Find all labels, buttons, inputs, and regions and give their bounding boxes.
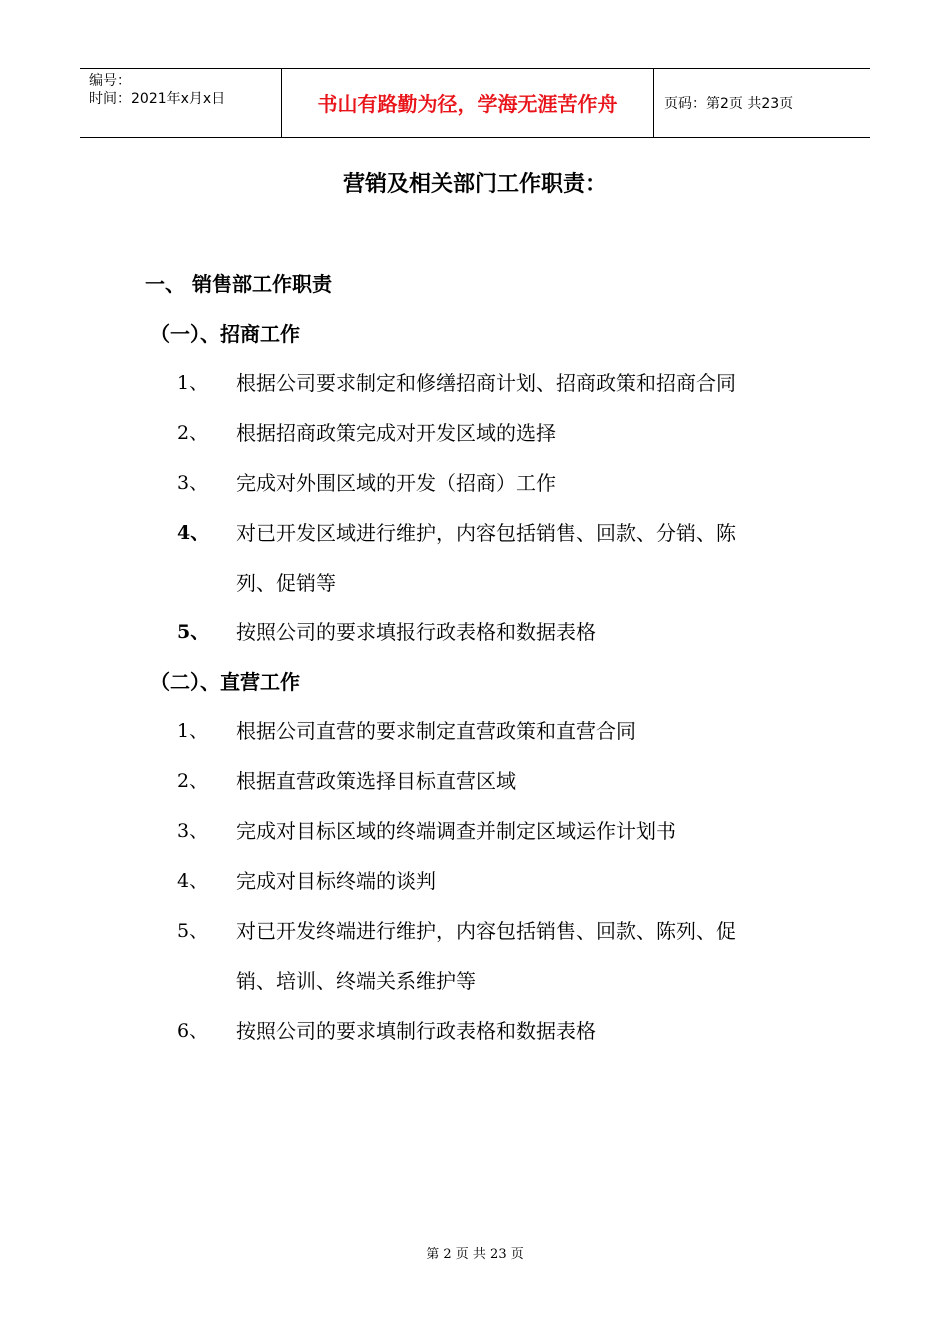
header-meta-cell	[80, 69, 282, 137]
list-item	[0, 617, 950, 647]
item-text: 按照公司的要求填报行政表格和数据表格	[236, 620, 596, 644]
item-number: 1、	[177, 372, 209, 394]
number-label: 编号：	[89, 73, 131, 89]
list-item-continuation	[0, 966, 950, 996]
item-text: 对已开发区域进行维护，内容包括销售、回款、分销、陈	[236, 521, 736, 545]
list-item	[0, 716, 950, 746]
item-number: 5、	[177, 621, 210, 643]
item-number: 6、	[177, 1020, 209, 1042]
item-text: 完成对目标终端的谈判	[236, 869, 436, 893]
list-item	[0, 468, 950, 498]
item-text: 按照公司的要求填制行政表格和数据表格	[236, 1019, 596, 1043]
item-number: 2、	[177, 422, 209, 444]
item-text: 根据直营政策选择目标直营区域	[236, 769, 516, 793]
list-item	[0, 766, 950, 796]
list-item-continuation	[0, 568, 950, 598]
subsection-heading-direct: （二）、直营工作	[150, 670, 300, 694]
item-text: 完成对外围区域的开发（招商）工作	[236, 471, 556, 495]
item-text: 根据公司要求制定和修缮招商计划、招商政策和招商合同	[236, 371, 736, 395]
item-number: 5、	[177, 920, 209, 942]
header-page-cell	[654, 69, 870, 137]
page-title: 营销及相关部门工作职责：	[342, 172, 607, 197]
item-number: 3、	[177, 472, 209, 494]
subsection-heading-investment: （一）、招商工作	[150, 322, 300, 346]
item-text: 对已开发终端进行维护，内容包括销售、回款、陈列、促	[236, 919, 736, 943]
time-label: 时间：2021年x月x日	[89, 91, 226, 107]
item-number: 1、	[177, 720, 209, 742]
item-number: 3、	[177, 820, 209, 842]
header-table	[80, 68, 870, 138]
list-item	[0, 916, 950, 946]
item-text: 完成对目标区域的终端调查并制定区域运作计划书	[236, 819, 676, 843]
item-text: 根据公司直营的要求制定直营政策和直营合同	[236, 719, 636, 743]
list-item	[0, 1016, 950, 1046]
list-item	[0, 518, 950, 548]
item-number: 4、	[177, 522, 210, 544]
page-info: 页码：第2页 共23页	[664, 96, 794, 112]
page-footer: 第 2 页 共 23 页	[426, 1247, 524, 1262]
list-item	[0, 418, 950, 448]
list-item	[0, 866, 950, 896]
item-text: 根据招商政策完成对开发区域的选择	[236, 421, 556, 445]
item-number: 2、	[177, 770, 209, 792]
item-text-continued: 销、培训、终端关系维护等	[236, 969, 476, 993]
header-motto-cell	[282, 69, 654, 137]
list-item	[0, 368, 950, 398]
item-number: 4、	[177, 870, 209, 892]
motto: 书山有路勤为径，学海无涯苦作舟	[317, 92, 618, 116]
list-item	[0, 816, 950, 846]
section-heading-sales: 一、 销售部工作职责	[145, 272, 332, 296]
item-text-continued: 列、促销等	[236, 571, 336, 595]
